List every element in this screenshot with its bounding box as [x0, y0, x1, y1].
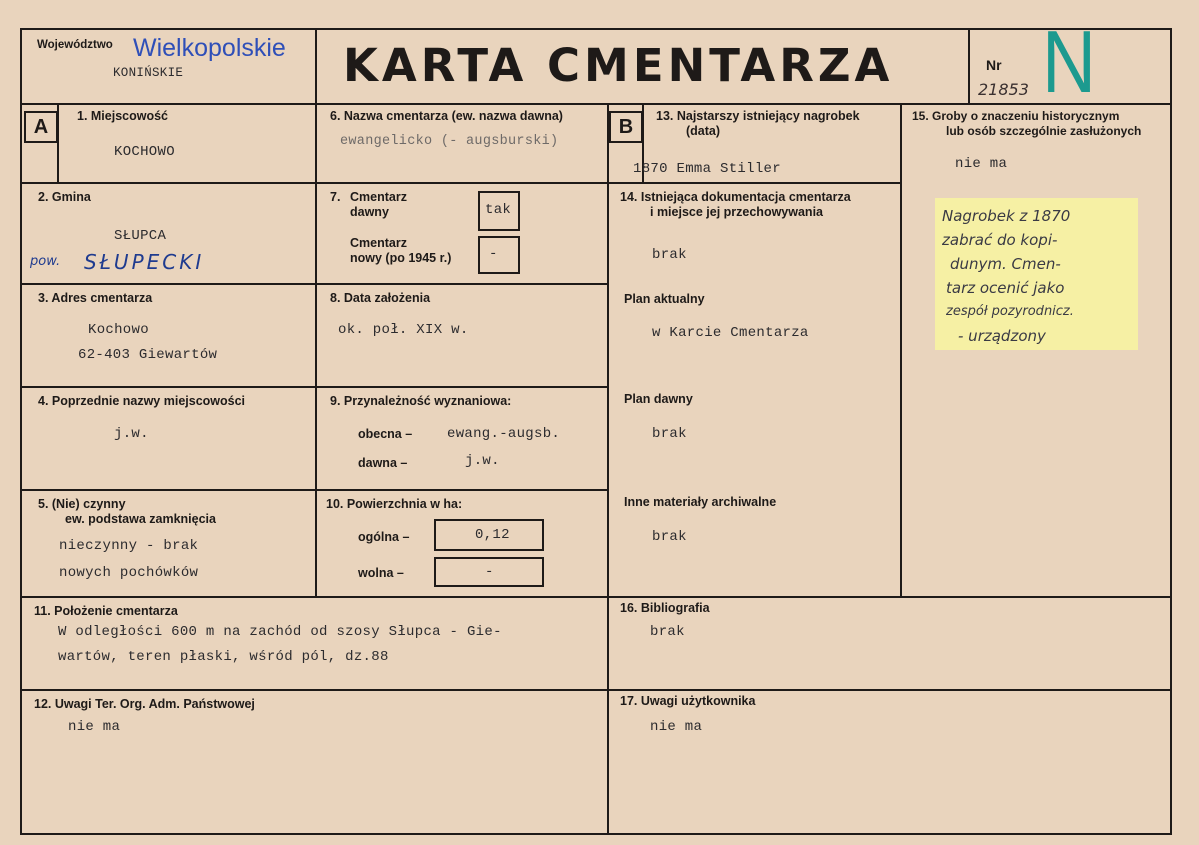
card-title: KARTA CMENTARZA [343, 39, 894, 92]
field-11-label: 11. Położenie cmentarza [34, 604, 178, 618]
field-15-label-2: lub osób szczególnie zasłużonych [946, 124, 1142, 138]
section-b-badge: B [609, 111, 643, 143]
border-right [1170, 28, 1172, 835]
field-14-label-2: i miejsce jej przechowywania [650, 205, 823, 219]
field-17-label: 17. Uwagi użytkownika [620, 694, 756, 708]
field-10-ogolna-value: 0,12 [475, 527, 510, 543]
field-8-label: 8. Data założenia [330, 291, 431, 305]
field-7-nowy-box [478, 236, 520, 274]
wojewodztwo-stamp: Wielkopolskie [133, 34, 286, 62]
row-3 [20, 386, 609, 388]
field-3-label: 3. Adres cmentarza [38, 291, 153, 305]
field-3-line1: Kochowo [88, 322, 149, 338]
border-top [20, 28, 1172, 30]
field-10-ogolna-label: ogólna – [358, 530, 410, 544]
field-9-dawna-label: dawna – [358, 456, 408, 470]
field-10-label: 10. Powierzchnia w ha: [326, 497, 463, 511]
sticky-note-line-6: - urządzony [958, 327, 1046, 345]
field-7-dawny-line2: dawny [350, 205, 389, 219]
row-1c [607, 182, 902, 184]
border-bottom [20, 833, 1172, 835]
sticky-note-line-4: tarz ocenić jako [946, 279, 1065, 297]
section-a-badge-right [57, 103, 59, 183]
field-12-label: 12. Uwagi Ter. Org. Adm. Państwowej [34, 697, 255, 711]
border-left [20, 28, 22, 835]
nr-number: 21853 [978, 80, 1029, 99]
field-15-label-1: 15. Groby o znaczeniu historycznym [912, 109, 1120, 123]
col-divider-3 [900, 103, 902, 598]
field-14-value: brak [652, 247, 687, 263]
plan-dawny-value: brak [652, 426, 687, 442]
field-11-line2: wartów, teren płaski, wśród pól, dz.88 [58, 649, 389, 665]
row-2 [20, 283, 609, 285]
border-header-bottom [20, 103, 1172, 105]
row-1a [20, 182, 317, 184]
field-9-label: 9. Przynależność wyznaniowa: [330, 394, 512, 408]
col-divider-1 [315, 28, 317, 598]
field-10-wolna-value: - [485, 564, 494, 580]
field-7-nowy-value: - [489, 246, 498, 262]
plan-aktualny-label: Plan aktualny [624, 292, 705, 306]
field-6-value: ewangelicko (- augsburski) [340, 134, 559, 149]
field-5-line2: nowych pochówków [59, 565, 199, 581]
field-4-value: j.w. [114, 426, 149, 442]
field-7-label: 7. [330, 190, 341, 204]
nr-letter: N [1042, 12, 1097, 111]
row-1b [315, 182, 609, 184]
section-a-badge: A [24, 111, 58, 143]
plan-dawny-label: Plan dawny [624, 392, 693, 406]
nr-label: Nr [986, 57, 1002, 73]
field-1-value: KOCHOWO [114, 144, 175, 160]
row-4 [20, 489, 609, 491]
field-13-label-2: (data) [686, 124, 721, 138]
inne-label: Inne materiały archiwalne [624, 495, 777, 509]
field-13-label-1: 13. Najstarszy istniejący nagrobek [656, 109, 860, 123]
field-5-label-1: 5. (Nie) czynny [38, 497, 126, 511]
field-7-nowy-line1: Cmentarz [350, 236, 407, 250]
sticky-note-line-3: dunym. Cmen- [950, 255, 1061, 273]
field-13-value: 1870 Emma Stiller [633, 161, 781, 177]
field-15-value: nie ma [955, 156, 1008, 172]
field-6-label: 6. Nazwa cmentarza (ew. nazwa dawna) [330, 109, 563, 123]
field-5-line1: nieczynny - brak [59, 538, 199, 554]
field-16-value: brak [650, 624, 685, 640]
inne-value: brak [652, 529, 687, 545]
field-2-value: SŁUPCA [114, 228, 167, 244]
field-17-value: nie ma [650, 719, 703, 735]
field-16-label: 16. Bibliografia [620, 601, 710, 615]
sticky-note-line-1: Nagrobek z 1870 [942, 207, 1071, 225]
field-2-label: 2. Gmina [38, 190, 91, 204]
col-divider-header-nr [968, 28, 970, 105]
wojewodztwo-typed: KONIŃSKIE [113, 66, 184, 80]
sticky-note-line-2: zabrać do kopi- [942, 231, 1058, 249]
field-9-obecna-value: ewang.-augsb. [447, 426, 561, 442]
col-divider-2 [607, 103, 609, 833]
sticky-note-line-5: zespół pozyrodnicz. [946, 304, 1074, 319]
field-7-dawny-value: tak [485, 202, 512, 218]
field-1-label: 1. Miejscowość [77, 109, 169, 123]
field-7-nowy-line2: nowy (po 1945 r.) [350, 251, 452, 265]
field-9-dawna-value: j.w. [465, 453, 500, 469]
field-14-label-1: 14. Istniejąca dokumentacja cmentarza [620, 190, 851, 204]
field-10-wolna-label: wolna – [358, 566, 404, 580]
field-3-line2: 62-403 Giewartów [78, 347, 218, 363]
field-4-label: 4. Poprzednie nazwy miejscowości [38, 394, 246, 408]
field-2-pow-prefix: pow. [30, 254, 61, 269]
row-6 [20, 689, 1172, 691]
row-5 [20, 596, 1172, 598]
plan-aktualny-value: w Karcie Cmentarza [652, 325, 809, 341]
field-12-value: nie ma [68, 719, 121, 735]
field-8-value: ok. poł. XIX w. [338, 322, 469, 338]
field-9-obecna-label: obecna – [358, 427, 413, 441]
field-7-dawny-line1: Cmentarz [350, 190, 407, 204]
field-2-pow-value: SŁUPECKI [84, 250, 205, 274]
field-5-label-2: ew. podstawa zamknięcia [65, 512, 216, 526]
wojewodztwo-label: Województwo [37, 39, 113, 51]
field-11-line1: W odległości 600 m na zachód od szosy Słupca - Gie- [58, 624, 502, 640]
